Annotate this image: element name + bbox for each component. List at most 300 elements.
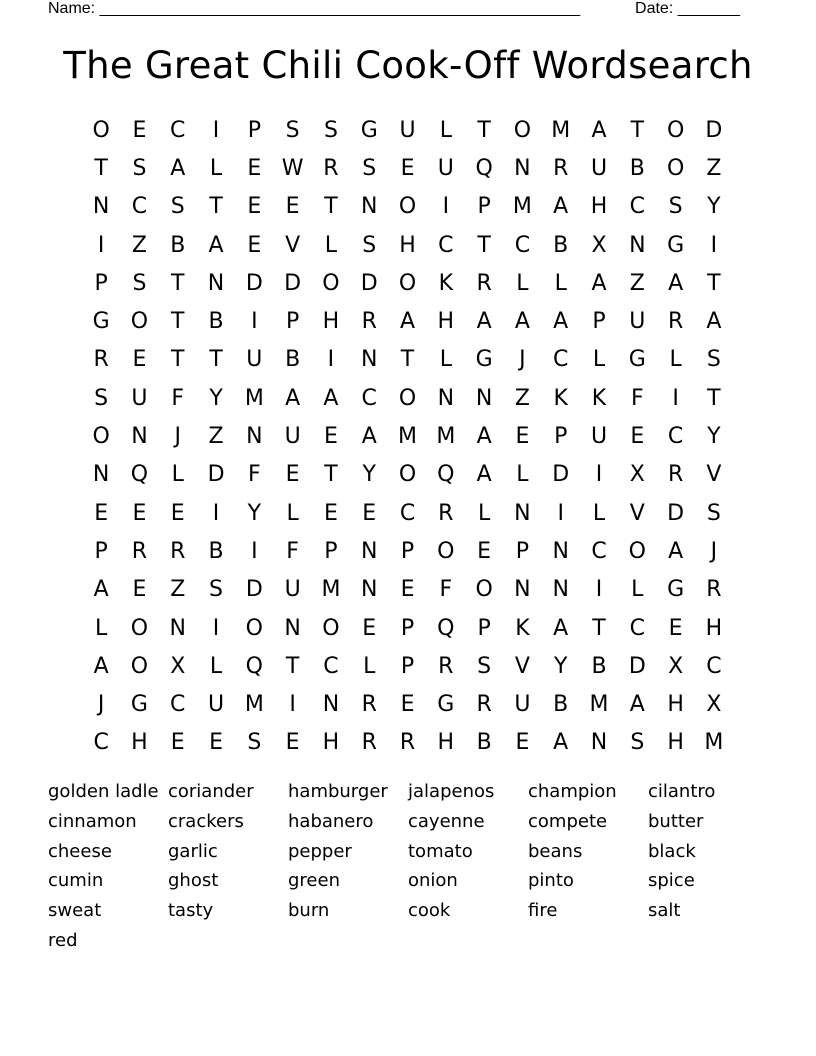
grid-cell: N: [246, 424, 263, 450]
grid-cell: G: [437, 692, 455, 718]
grid-cell: R: [399, 730, 416, 756]
grid-cell: R: [361, 309, 377, 335]
grid-cell: L: [592, 500, 606, 526]
grid-cell: A: [553, 194, 569, 220]
grid-cell: U: [284, 424, 301, 450]
grid-cell: I: [442, 194, 450, 220]
grid-cell: P: [400, 653, 415, 679]
grid-cell: X: [629, 462, 645, 488]
grid-cell: Z: [208, 424, 224, 450]
grid-cell: R: [667, 309, 684, 335]
grid-cell: R: [93, 347, 109, 373]
grid-cell: L: [439, 347, 452, 373]
grid-cell: B: [553, 232, 569, 258]
grid-cell: H: [399, 232, 416, 258]
grid-cell: Y: [209, 385, 223, 411]
grid-cell: E: [209, 730, 223, 756]
grid-cell: Z: [131, 232, 147, 258]
grid-cell: D: [207, 462, 225, 488]
grid-cell: B: [208, 309, 224, 335]
grid-cell: S: [668, 194, 683, 220]
word-list-item: cayenne: [408, 810, 485, 832]
grid-cell: T: [171, 309, 185, 335]
word-list-item: garlic: [168, 840, 218, 862]
grid-cell: G: [130, 692, 148, 718]
grid-cell: O: [475, 577, 493, 603]
grid-cell: A: [476, 462, 492, 488]
grid-cell: E: [400, 155, 415, 181]
grid-cell: U: [590, 155, 608, 181]
grid-cell: L: [171, 462, 184, 488]
grid-cell: N: [169, 615, 186, 641]
grid-cell: D: [360, 270, 378, 296]
grid-cell: O: [666, 117, 685, 143]
grid-cell: O: [130, 309, 149, 335]
grid-cell: C: [438, 232, 454, 258]
grid-cell: C: [514, 232, 531, 258]
grid-cell: C: [553, 347, 569, 373]
grid-cell: O: [92, 424, 110, 450]
grid-cell: M: [589, 692, 609, 718]
grid-cell: I: [672, 385, 679, 411]
grid-cell: L: [516, 462, 529, 488]
grid-cell: I: [595, 462, 603, 488]
grid-cell: R: [553, 155, 569, 181]
grid-cell: D: [552, 462, 570, 488]
grid-cell: M: [398, 424, 418, 450]
word-list-item: green: [288, 870, 340, 892]
grid-cell: H: [322, 730, 340, 756]
grid-cell: A: [399, 309, 416, 335]
grid-cell: B: [170, 232, 186, 258]
grid-cell: T: [285, 653, 300, 679]
grid-cell: A: [553, 615, 569, 641]
grid-cell: O: [398, 270, 417, 296]
grid-cell: V: [514, 653, 530, 679]
grid-cell: A: [668, 270, 684, 296]
grid-cell: A: [629, 692, 645, 718]
grid-cell: R: [476, 692, 492, 718]
grid-cell: V: [706, 462, 722, 488]
grid-cell: T: [630, 117, 645, 143]
page-title: The Great Chili Cook-Off Wordsearch: [63, 44, 753, 87]
grid-cell: K: [438, 270, 454, 296]
grid-cell: S: [630, 730, 645, 756]
word-list-item: black: [648, 840, 696, 862]
grid-cell: M: [512, 194, 532, 220]
grid-cell: E: [94, 500, 109, 526]
grid-cell: E: [400, 577, 415, 603]
header: [48, 0, 740, 20]
grid-cell: V: [629, 500, 645, 526]
word-list-item: beans: [528, 840, 583, 862]
grid-cell: N: [360, 577, 378, 603]
grid-cell: R: [438, 653, 454, 679]
grid-cell: N: [360, 347, 378, 373]
grid-cell: E: [132, 577, 147, 603]
grid-cell: S: [285, 117, 300, 143]
grid-cell: F: [630, 385, 644, 411]
grid-cell: X: [170, 653, 186, 679]
grid-cell: N: [437, 385, 455, 411]
grid-cell: E: [247, 194, 262, 220]
grid-cell: G: [475, 347, 493, 373]
grid-cell: P: [477, 194, 491, 220]
grid-cell: C: [323, 653, 339, 679]
grid-cell: N: [207, 270, 225, 296]
grid-cell: O: [245, 615, 263, 641]
word-list-item: jalapenos: [408, 781, 495, 802]
grid-cell: N: [360, 538, 378, 564]
grid-cell: M: [551, 117, 571, 143]
grid-cell: A: [553, 309, 569, 335]
grid-cell: E: [285, 194, 300, 220]
grid-cell: N: [131, 424, 148, 450]
grid-cell: H: [437, 730, 455, 756]
grid-cell: L: [439, 117, 452, 143]
grid-cell: I: [251, 538, 258, 564]
grid-cell: Q: [437, 462, 455, 488]
grid-cell: Q: [437, 615, 455, 641]
grid-cell: C: [170, 692, 186, 718]
grid-cell: S: [362, 232, 377, 258]
word-list-item: cinnamon: [48, 810, 137, 832]
grid-cell: I: [212, 117, 220, 143]
grid-cell: L: [592, 347, 606, 373]
grid-cell: S: [323, 117, 338, 143]
grid-cell: G: [360, 117, 378, 143]
grid-cell: Y: [362, 462, 376, 488]
grid-cell: O: [666, 155, 685, 181]
grid-cell: O: [322, 615, 340, 641]
grid-cell: N: [629, 232, 646, 258]
grid-cell: P: [477, 615, 491, 641]
grid-cell: E: [362, 500, 377, 526]
word-list-item: champion: [528, 781, 617, 802]
word-list-item: cook: [408, 900, 451, 922]
grid-cell: N: [552, 538, 569, 564]
grid-cell: T: [707, 385, 721, 411]
grid-cell: E: [247, 155, 262, 181]
grid-cell: U: [399, 117, 416, 143]
grid-cell: M: [244, 692, 264, 718]
grid-cell: S: [362, 155, 377, 181]
grid-cell: P: [247, 117, 261, 143]
grid-cell: E: [515, 730, 530, 756]
grid-cell: K: [553, 385, 568, 411]
grid-cell: A: [514, 309, 530, 335]
grid-cell: J: [519, 347, 526, 373]
grid-cell: N: [284, 615, 301, 641]
grid-cell: C: [361, 385, 377, 411]
grid-cell: C: [667, 424, 684, 450]
grid-cell: L: [95, 615, 108, 641]
grid-cell: T: [324, 462, 338, 488]
grid-cell: N: [322, 692, 340, 718]
grid-cell: I: [97, 232, 105, 258]
grid-cell: A: [591, 270, 607, 296]
grid-cell: B: [208, 538, 224, 564]
grid-cell: Y: [707, 194, 721, 220]
grid-cell: S: [132, 270, 147, 296]
grid-cell: C: [399, 500, 416, 526]
grid-cell: Y: [553, 653, 568, 679]
grid-cell: O: [513, 117, 532, 143]
grid-cell: H: [705, 615, 723, 641]
grid-cell: R: [361, 730, 377, 756]
grid-cell: I: [557, 500, 564, 526]
grid-cell: P: [554, 424, 568, 450]
grid-cell: M: [244, 385, 264, 411]
grid-cell: J: [174, 424, 181, 450]
word-list-item: cheese: [48, 840, 112, 862]
grid-cell: Z: [170, 577, 186, 603]
grid-cell: Z: [706, 155, 722, 181]
grid-cell: P: [400, 615, 415, 641]
word-list-item: cumin: [48, 870, 104, 892]
grid-cell: H: [131, 730, 148, 756]
grid-cell: R: [131, 538, 148, 564]
grid-cell: O: [398, 385, 417, 411]
grid-cell: L: [209, 653, 223, 679]
grid-cell: I: [595, 577, 603, 603]
grid-cell: L: [286, 500, 299, 526]
word-list-item: tasty: [168, 900, 214, 922]
grid-cell: E: [400, 692, 415, 718]
grid-cell: E: [247, 232, 262, 258]
grid-cell: N: [514, 155, 531, 181]
grid-cell: T: [209, 347, 223, 373]
word-list-item: golden ladle: [48, 781, 159, 802]
grid-cell: L: [209, 155, 223, 181]
grid-cell: C: [93, 730, 109, 756]
grid-cell: U: [246, 347, 263, 373]
word-list-item: red: [48, 929, 78, 951]
grid-cell: R: [706, 577, 722, 603]
grid-cell: B: [553, 692, 569, 718]
grid-cell: S: [94, 385, 109, 411]
grid-cell: H: [667, 692, 684, 718]
grid-cell: I: [212, 500, 220, 526]
grid-cell: R: [667, 462, 684, 488]
grid-cell: N: [360, 194, 378, 220]
grid-cell: P: [94, 270, 108, 296]
letter-grid: [82, 111, 733, 762]
grid-cell: L: [324, 232, 338, 258]
word-list: [48, 777, 768, 956]
grid-cell: S: [706, 347, 721, 373]
word-list-item: salt: [648, 900, 681, 922]
grid-cell: K: [591, 385, 607, 411]
grid-cell: J: [710, 538, 718, 564]
grid-cell: U: [207, 692, 225, 718]
grid-cell: G: [667, 232, 685, 258]
grid-cell: T: [707, 270, 721, 296]
grid-cell: I: [212, 615, 220, 641]
grid-cell: H: [322, 309, 340, 335]
date-field-label: Date: _______: [635, 0, 740, 17]
grid-cell: P: [515, 538, 530, 564]
grid-cell: P: [324, 538, 338, 564]
grid-cell: J: [97, 692, 105, 718]
grid-cell: O: [398, 194, 417, 220]
grid-cell: M: [704, 730, 724, 756]
grid-cell: P: [285, 309, 300, 335]
word-list-item: tomato: [408, 840, 473, 862]
word-list-item: hamburger: [288, 781, 388, 802]
grid-cell: L: [631, 577, 644, 603]
grid-cell: I: [251, 309, 258, 335]
grid-cell: E: [285, 462, 300, 488]
grid-cell: S: [170, 194, 185, 220]
grid-cell: T: [592, 615, 606, 641]
grid-cell: P: [94, 538, 108, 564]
grid-cell: E: [170, 500, 185, 526]
grid-cell: O: [92, 117, 110, 143]
grid-cell: G: [667, 577, 685, 603]
grid-cell: Q: [130, 462, 149, 488]
grid-cell: E: [132, 500, 147, 526]
grid-cell: A: [476, 309, 492, 335]
grid-cell: C: [591, 538, 607, 564]
grid-cell: D: [245, 577, 263, 603]
grid-cell: Q: [245, 653, 263, 679]
grid-cell: L: [477, 500, 491, 526]
grid-cell: F: [248, 462, 261, 488]
grid-cell: R: [323, 155, 339, 181]
grid-cell: I: [327, 347, 335, 373]
grid-cell: A: [93, 653, 109, 679]
grid-cell: E: [477, 538, 492, 564]
grid-cell: C: [131, 194, 148, 220]
grid-cell: A: [476, 424, 492, 450]
grid-cell: U: [437, 155, 454, 181]
grid-cell: I: [710, 232, 718, 258]
grid-cell: N: [92, 462, 110, 488]
grid-cell: H: [667, 730, 684, 756]
grid-cell: U: [131, 385, 148, 411]
grid-cell: B: [476, 730, 492, 756]
grid-cell: D: [284, 270, 302, 296]
grid-cell: E: [132, 347, 147, 373]
grid-cell: C: [170, 117, 186, 143]
grid-cell: T: [477, 117, 491, 143]
grid-cell: U: [629, 309, 646, 335]
grid-cell: Y: [707, 424, 721, 450]
grid-cell: C: [629, 194, 645, 220]
grid-cell: U: [590, 424, 608, 450]
grid-cell: O: [130, 615, 149, 641]
grid-cell: L: [516, 270, 529, 296]
grid-cell: X: [668, 653, 684, 679]
grid-cell: D: [667, 500, 685, 526]
word-list-item: burn: [288, 900, 330, 922]
grid-cell: B: [591, 653, 607, 679]
grid-cell: R: [438, 500, 454, 526]
grid-cell: S: [477, 653, 492, 679]
grid-cell: T: [171, 270, 185, 296]
grid-cell: R: [476, 270, 492, 296]
grid-cell: A: [706, 309, 722, 335]
grid-cell: U: [514, 692, 531, 718]
grid-cell: S: [132, 155, 147, 181]
grid-cell: F: [171, 385, 185, 411]
grid-cell: F: [439, 577, 453, 603]
word-list-item: spice: [648, 870, 695, 892]
grid-cell: A: [208, 232, 224, 258]
grid-cell: T: [324, 194, 338, 220]
grid-cell: A: [170, 155, 186, 181]
word-list-item: fire: [528, 900, 558, 922]
grid-cell: X: [591, 232, 607, 258]
grid-cell: M: [321, 577, 341, 603]
grid-cell: Q: [475, 155, 493, 181]
word-list-item: pinto: [528, 870, 574, 892]
grid-cell: B: [629, 155, 645, 181]
grid-cell: S: [247, 730, 262, 756]
grid-cell: A: [361, 424, 377, 450]
grid-cell: P: [592, 309, 606, 335]
grid-cell: D: [245, 270, 263, 296]
grid-cell: O: [130, 653, 149, 679]
grid-cell: T: [400, 347, 415, 373]
grid-cell: A: [93, 577, 109, 603]
grid-cell: E: [668, 615, 683, 641]
grid-cell: A: [553, 730, 569, 756]
word-list-item: sweat: [48, 900, 102, 922]
word-list-item: coriander: [168, 781, 254, 802]
grid-cell: S: [706, 500, 721, 526]
grid-cell: N: [552, 577, 569, 603]
grid-cell: H: [590, 194, 608, 220]
grid-cell: V: [285, 232, 301, 258]
grid-cell: Y: [247, 500, 262, 526]
grid-cell: P: [400, 538, 415, 564]
word-list-item: pepper: [288, 840, 352, 862]
grid-cell: X: [706, 692, 722, 718]
grid-cell: A: [323, 385, 339, 411]
grid-cell: W: [281, 155, 304, 181]
word-list-item: butter: [648, 810, 704, 832]
grid-cell: N: [514, 577, 531, 603]
grid-cell: D: [705, 117, 723, 143]
grid-cell: L: [363, 653, 376, 679]
word-list-item: habanero: [288, 810, 374, 832]
grid-cell: G: [92, 309, 110, 335]
word-list-item: crackers: [168, 810, 244, 832]
grid-cell: G: [628, 347, 646, 373]
grid-cell: D: [628, 653, 646, 679]
grid-cell: L: [669, 347, 682, 373]
grid-cell: E: [132, 117, 147, 143]
grid-cell: Z: [514, 385, 530, 411]
word-list-item: onion: [408, 870, 458, 892]
grid-cell: I: [289, 692, 296, 718]
grid-cell: E: [323, 424, 338, 450]
grid-cell: B: [285, 347, 301, 373]
grid-cell: N: [590, 730, 608, 756]
grid-cell: T: [94, 155, 108, 181]
grid-cell: N: [92, 194, 110, 220]
grid-cell: O: [437, 538, 455, 564]
grid-cell: M: [436, 424, 456, 450]
grid-cell: A: [285, 385, 301, 411]
grid-cell: O: [398, 462, 417, 488]
grid-cell: U: [284, 577, 301, 603]
grid-cell: T: [171, 347, 185, 373]
grid-cell: E: [285, 730, 300, 756]
grid-cell: N: [475, 385, 493, 411]
